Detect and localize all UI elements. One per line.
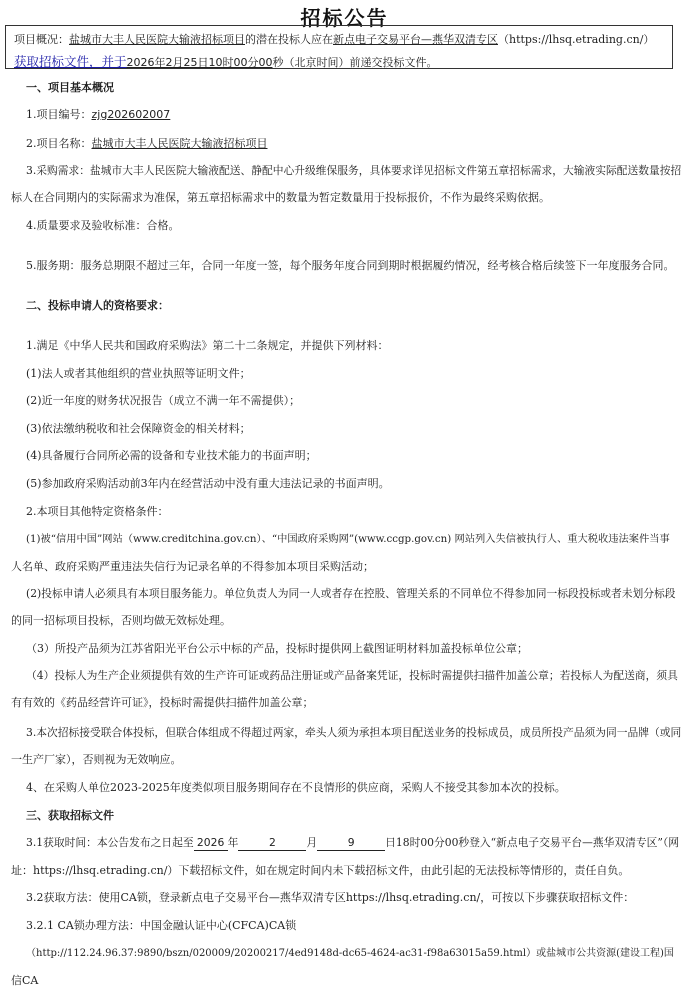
deadline-day-unit: 日: [197, 56, 209, 69]
section-3-heading: 三、获取招标文件: [26, 809, 114, 822]
requirement-1: 1.满足《中华人民共和国政府采购法》第二十二条规定，并提供下列材料：: [26, 339, 389, 352]
service-period-line: 5.服务期：服务总期限不超过三年，合同一年度一签，每个服务年度合同到期时根据履约情况，经考核合格后续签下一年度服务合同。: [26, 259, 675, 272]
condition-2-line-1: (2)投标申请人必须具有本项目服务能力。单位负责人为同一人或者存在控股、管理关系的不同单位不得参加同一标段投标或者未划分标段: [26, 587, 676, 600]
purchase-need-line-1: 3.采购需求：盐城市大丰人民医院大输液配送、静配中心升级维保服务，具体要求详见招标文件第五章招标需求，大输液实际配送数量按招: [26, 164, 682, 177]
project-code-label: 1.项目编号：: [26, 108, 92, 121]
obtain-year-unit: 年: [227, 836, 239, 849]
overview-platform: 新点电子交易平台—燕华双清专区: [333, 33, 498, 46]
obtain-time-line-1: [26, 836, 680, 851]
requirement-1-item-2: (2)近一年度的财务状况报告（成立不满一年不需提供）；: [26, 394, 301, 407]
obtain-day: 9: [317, 836, 385, 851]
condition-4-line-2: 有有效的《药品经营许可证》，投标时需提供扫描件加盖公章；: [11, 696, 314, 709]
obtain-time-suffix: 日18时00分00秒登入“新点电子交易平台—燕华双清专区”（网: [385, 836, 680, 849]
project-code-value: zjg202602007: [91, 108, 171, 121]
project-code-line: [26, 108, 676, 122]
project-name-value: 盐城市大丰人民医院大输液招标项目: [91, 137, 268, 150]
deadline-month: 2: [165, 56, 173, 69]
condition-2-line-2: 的同一招标项目投标，否则均做无效标处理。: [11, 614, 231, 627]
requirement-1-item-1: (1)法人或者其他组织的营业执照等证明文件；: [26, 367, 251, 380]
page-title: 招标公告: [300, 6, 389, 30]
overview-mid-text: 的潜在投标人应在: [245, 33, 333, 46]
project-overview-box: [5, 25, 673, 69]
deadline-second: 00: [258, 56, 273, 69]
project-name-line: [26, 137, 676, 151]
requirement-3-line-2: 一生产厂家），否则视为无效响应。: [11, 753, 182, 766]
overview-project-name: 盐城市大丰人民医院大输液招标项目: [69, 33, 245, 46]
ca-end-line: 信CA: [11, 974, 39, 987]
overview-prefix: 项目概况：: [14, 33, 69, 46]
project-name-label: 2.项目名称：: [26, 137, 92, 150]
deadline-month-unit: 月: [172, 56, 184, 69]
section-1-heading: 一、项目基本概况: [26, 81, 114, 94]
condition-4-line-1: （4）投标人为生产企业须提供有效的生产许可证或药品注册证或产品备案凭证，投标时需提供扫描件加盖公章；若投标人为配送商，须具: [26, 669, 678, 682]
requirement-2: 2.本项目其他特定资格条件：: [26, 505, 169, 518]
get-file-link[interactable]: 获取招标文件，并于: [14, 54, 127, 69]
deadline-hour-unit: 时: [222, 56, 234, 69]
requirement-1-item-5: (5)参加政府采购活动前3年内在经营活动中没有重大违法记录的书面声明。: [26, 477, 390, 490]
obtain-time-line-2: 址：https://lhsq.etrading.cn/）下载招标文件，如在规定时间内未下载招标文件，由此引起的无法投标等情形的，责任自负。: [11, 864, 630, 877]
deadline-hour: 10: [208, 56, 223, 69]
obtain-time-prefix: 3.1获取时间：本公告发布之日起至: [26, 836, 194, 849]
requirement-1-item-4: (4)具备履行合同所必需的设备和专业技术能力的书面声明；: [26, 449, 317, 462]
obtain-year: 2026: [194, 836, 228, 851]
requirement-1-item-3: (3)依法缴纳税收和社会保障资金的相关材料；: [26, 422, 251, 435]
condition-1-line-1: (1)被“信用中国”网站（www.creditchina.gov.cn）、“中国政府采购网”(www.ccgp.gov.cn) 网站列入失信被执行人、重大税收违法案件当事: [26, 533, 670, 545]
deadline-year: 2026: [126, 56, 155, 69]
requirement-4: 4、在采购人单位2023-2025年度类似项目服务期间存在不良情形的供应商，采购人不接受其参加本次的投标。: [26, 781, 566, 794]
obtain-month: 2: [238, 836, 306, 851]
ca-link-line: （http://112.24.96.37:9890/bszn/020009/20200217/4ed9148d-dc65-4624-ac31-f98a63015a59.html）或盐城市公共资源(建设工程)国: [26, 948, 674, 959]
obtain-method: 3.2获取方法：使用CA锁，登录新点电子交易平台—燕华双清专区https://lhsq.etrading.cn/，可按以下步骤获取招标文件：: [26, 891, 635, 904]
section-2-heading: 二、投标申请人的资格要求：: [26, 299, 169, 312]
condition-1-line-2: 人名单、政府采购严重违法失信行为记录名单的不得参加本项目采购活动；: [11, 560, 374, 573]
deadline-day: 25: [183, 56, 198, 69]
deadline-suffix: 秒（北京时间）前递交投标文件。: [272, 56, 438, 69]
ca-method: 3.2.1 CA锁办理方法：中国金融认证中心(CFCA)CA锁: [26, 919, 297, 932]
overview-url: （https://lhsq.etrading.cn/）: [498, 33, 655, 46]
deadline-minute-unit: 分: [247, 56, 259, 69]
deadline-year-unit: 年: [154, 56, 166, 69]
purchase-need-line-2: 标人在合同期内的实际需求为准保，第五章招标需求中的数量为暂定数量用于投标报价，不作为最终采购依据。: [11, 191, 550, 204]
deadline-minute: 00: [233, 56, 248, 69]
requirement-3-line-1: 3.本次招标接受联合体投标，但联合体组成不得超过两家，牵头人须为承担本项目配送业务的投标成员，成员所投产品须为同一品牌（或同: [26, 726, 682, 739]
obtain-month-unit: 月: [306, 836, 318, 849]
condition-3: （3）所投产品须为江苏省阳光平台公示中标的产品，投标时提供网上截图证明材料加盖投标单位公章；: [26, 642, 528, 655]
quality-line: 4.质量要求及验收标准：合格。: [26, 219, 180, 232]
